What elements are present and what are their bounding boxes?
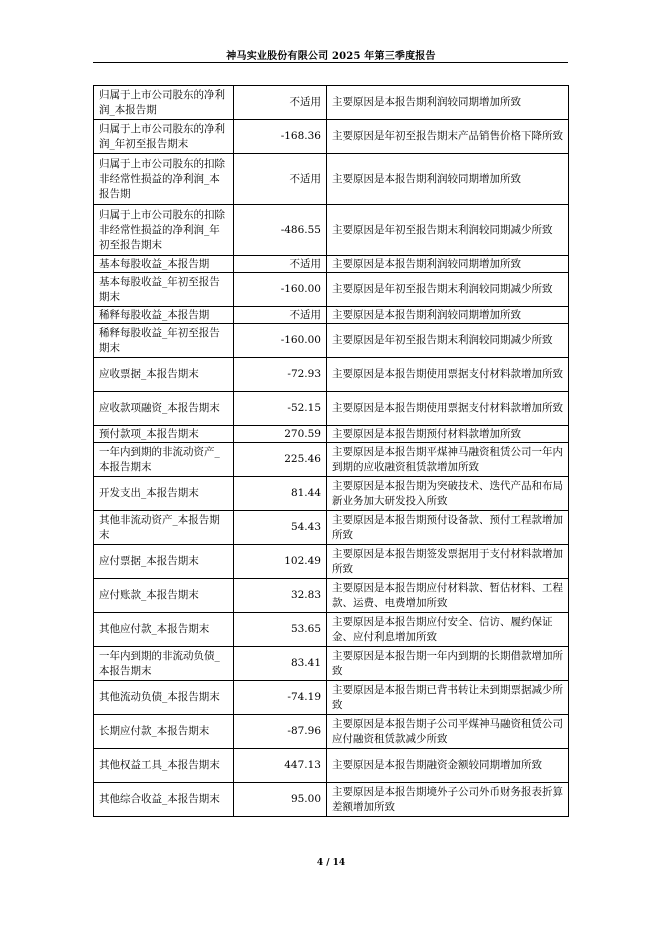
item-name-cell: 其他综合收益_本报告期末 [94, 783, 234, 817]
item-name-cell: 应付票据_本报告期末 [94, 545, 234, 579]
item-name-cell: 稀释每股收益_年初至报告期末 [94, 324, 234, 358]
table-row [94, 307, 569, 324]
change-ratio-cell: 不适用 [234, 256, 327, 273]
item-name-cell: 一年内到期的非流动资产_本报告期末 [94, 443, 234, 477]
reason-cell: 主要原因是本报告期利润较同期增加所致 [327, 307, 569, 324]
item-name-cell: 归属于上市公司股东的扣除非经常性损益的净利润_年初至报告期末 [94, 205, 234, 256]
reason-cell: 主要原因是本报告期利润较同期增加所致 [327, 256, 569, 273]
change-ratio-cell: 53.65 [234, 613, 327, 647]
table-row [94, 545, 569, 579]
reason-cell: 主要原因是本报告期利润较同期增加所致 [327, 86, 569, 120]
item-name-cell: 归属于上市公司股东的净利润_年初至报告期末 [94, 120, 234, 154]
reason-cell: 主要原因是本报告期预付材料款增加所致 [327, 426, 569, 443]
reason-cell: 主要原因是本报告期签发票据用于支付材料款增加所致 [327, 545, 569, 579]
change-ratio-cell: 225.46 [234, 443, 327, 477]
table-row [94, 392, 569, 426]
item-name-cell: 开发支出_本报告期末 [94, 477, 234, 511]
item-name-cell: 基本每股收益_年初至报告期末 [94, 273, 234, 307]
change-ratio-cell: -168.36 [234, 120, 327, 154]
reason-cell: 主要原因是本报告期预付设备款、预付工程款增加所致 [327, 511, 569, 545]
reason-cell: 主要原因是本报告期平煤神马融资租赁公司一年内到期的应收融资租赁款增加所致 [327, 443, 569, 477]
table-row [94, 477, 569, 511]
reason-cell: 主要原因是本报告期应付安全、信访、履约保证金、应付利息增加所致 [327, 613, 569, 647]
change-ratio-cell: -160.00 [234, 273, 327, 307]
table-row [94, 256, 569, 273]
header-divider [93, 62, 568, 63]
table-row [94, 324, 569, 358]
change-ratio-cell: -72.93 [234, 358, 327, 392]
reason-cell: 主要原因是本报告期使用票据支付材料款增加所致 [327, 392, 569, 426]
page-number: 4 / 14 [316, 858, 346, 868]
table-row [94, 749, 569, 783]
item-name-cell: 应付账款_本报告期末 [94, 579, 234, 613]
table-row [94, 86, 569, 120]
table-row [94, 205, 569, 256]
change-ratio-cell: 81.44 [234, 477, 327, 511]
item-name-cell: 应收款项融资_本报告期末 [94, 392, 234, 426]
change-ratio-cell: 32.83 [234, 579, 327, 613]
page-header-title: 神马实业股份有限公司 2025 年第三季度报告 [226, 51, 436, 62]
reason-cell: 主要原因是本报告期已背书转让未到期票据减少所致 [327, 681, 569, 715]
item-name-cell: 预付款项_本报告期末 [94, 426, 234, 443]
change-ratio-cell: 不适用 [234, 307, 327, 324]
change-ratio-cell: 54.43 [234, 511, 327, 545]
table-row [94, 443, 569, 477]
table-row [94, 426, 569, 443]
item-name-cell: 归属于上市公司股东的扣除非经常性损益的净利润_本报告期 [94, 154, 234, 205]
item-name-cell: 应收票据_本报告期末 [94, 358, 234, 392]
table-row [94, 715, 569, 749]
reason-cell: 主要原因是本报告期利润较同期增加所致 [327, 154, 569, 205]
reason-cell: 主要原因是本报告期一年内到期的长期借款增加所致 [327, 647, 569, 681]
item-name-cell: 其他应付款_本报告期末 [94, 613, 234, 647]
reason-cell: 主要原因是年初至报告期末产品销售价格下降所致 [327, 120, 569, 154]
table-row [94, 681, 569, 715]
reason-cell: 主要原因是本报告期应付材料款、暂估材料、工程款、运费、电费增加所致 [327, 579, 569, 613]
table-row [94, 154, 569, 205]
change-ratio-cell: -52.15 [234, 392, 327, 426]
change-reason-table [93, 85, 569, 817]
reason-cell: 主要原因是年初至报告期末利润较同期减少所致 [327, 324, 569, 358]
reason-cell: 主要原因是年初至报告期末利润较同期减少所致 [327, 205, 569, 256]
table-row [94, 783, 569, 817]
item-name-cell: 其他非流动资产_本报告期末 [94, 511, 234, 545]
table-row [94, 358, 569, 392]
table-row [94, 511, 569, 545]
item-name-cell: 归属于上市公司股东的净利润_本报告期 [94, 86, 234, 120]
item-name-cell: 其他流动负债_本报告期末 [94, 681, 234, 715]
table-row [94, 579, 569, 613]
reason-cell: 主要原因是本报告期境外子公司外币财务报表折算差额增加所致 [327, 783, 569, 817]
change-ratio-cell: -87.96 [234, 715, 327, 749]
change-ratio-cell: 不适用 [234, 154, 327, 205]
item-name-cell: 基本每股收益_本报告期 [94, 256, 234, 273]
table-row [94, 647, 569, 681]
reason-cell: 主要原因是本报告期子公司平煤神马融资租赁公司应付融资租赁款减少所致 [327, 715, 569, 749]
change-ratio-cell: 83.41 [234, 647, 327, 681]
item-name-cell: 其他权益工具_本报告期末 [94, 749, 234, 783]
change-ratio-cell: 不适用 [234, 86, 327, 120]
reason-cell: 主要原因是本报告期使用票据支付材料款增加所致 [327, 358, 569, 392]
change-ratio-cell: -160.00 [234, 324, 327, 358]
change-ratio-cell: 95.00 [234, 783, 327, 817]
change-ratio-cell: 102.49 [234, 545, 327, 579]
reason-cell: 主要原因是本报告期为突破技术、迭代产品和布局新业务加大研发投入所致 [327, 477, 569, 511]
change-ratio-cell: -486.55 [234, 205, 327, 256]
change-ratio-cell: 270.59 [234, 426, 327, 443]
item-name-cell: 稀释每股收益_本报告期 [94, 307, 234, 324]
reason-cell: 主要原因是本报告期融资金额较同期增加所致 [327, 749, 569, 783]
table-row [94, 273, 569, 307]
table-row [94, 120, 569, 154]
change-ratio-cell: 447.13 [234, 749, 327, 783]
reason-cell: 主要原因是年初至报告期末利润较同期减少所致 [327, 273, 569, 307]
change-ratio-cell: -74.19 [234, 681, 327, 715]
item-name-cell: 一年内到期的非流动负债_本报告期末 [94, 647, 234, 681]
item-name-cell: 长期应付款_本报告期末 [94, 715, 234, 749]
table-row [94, 613, 569, 647]
